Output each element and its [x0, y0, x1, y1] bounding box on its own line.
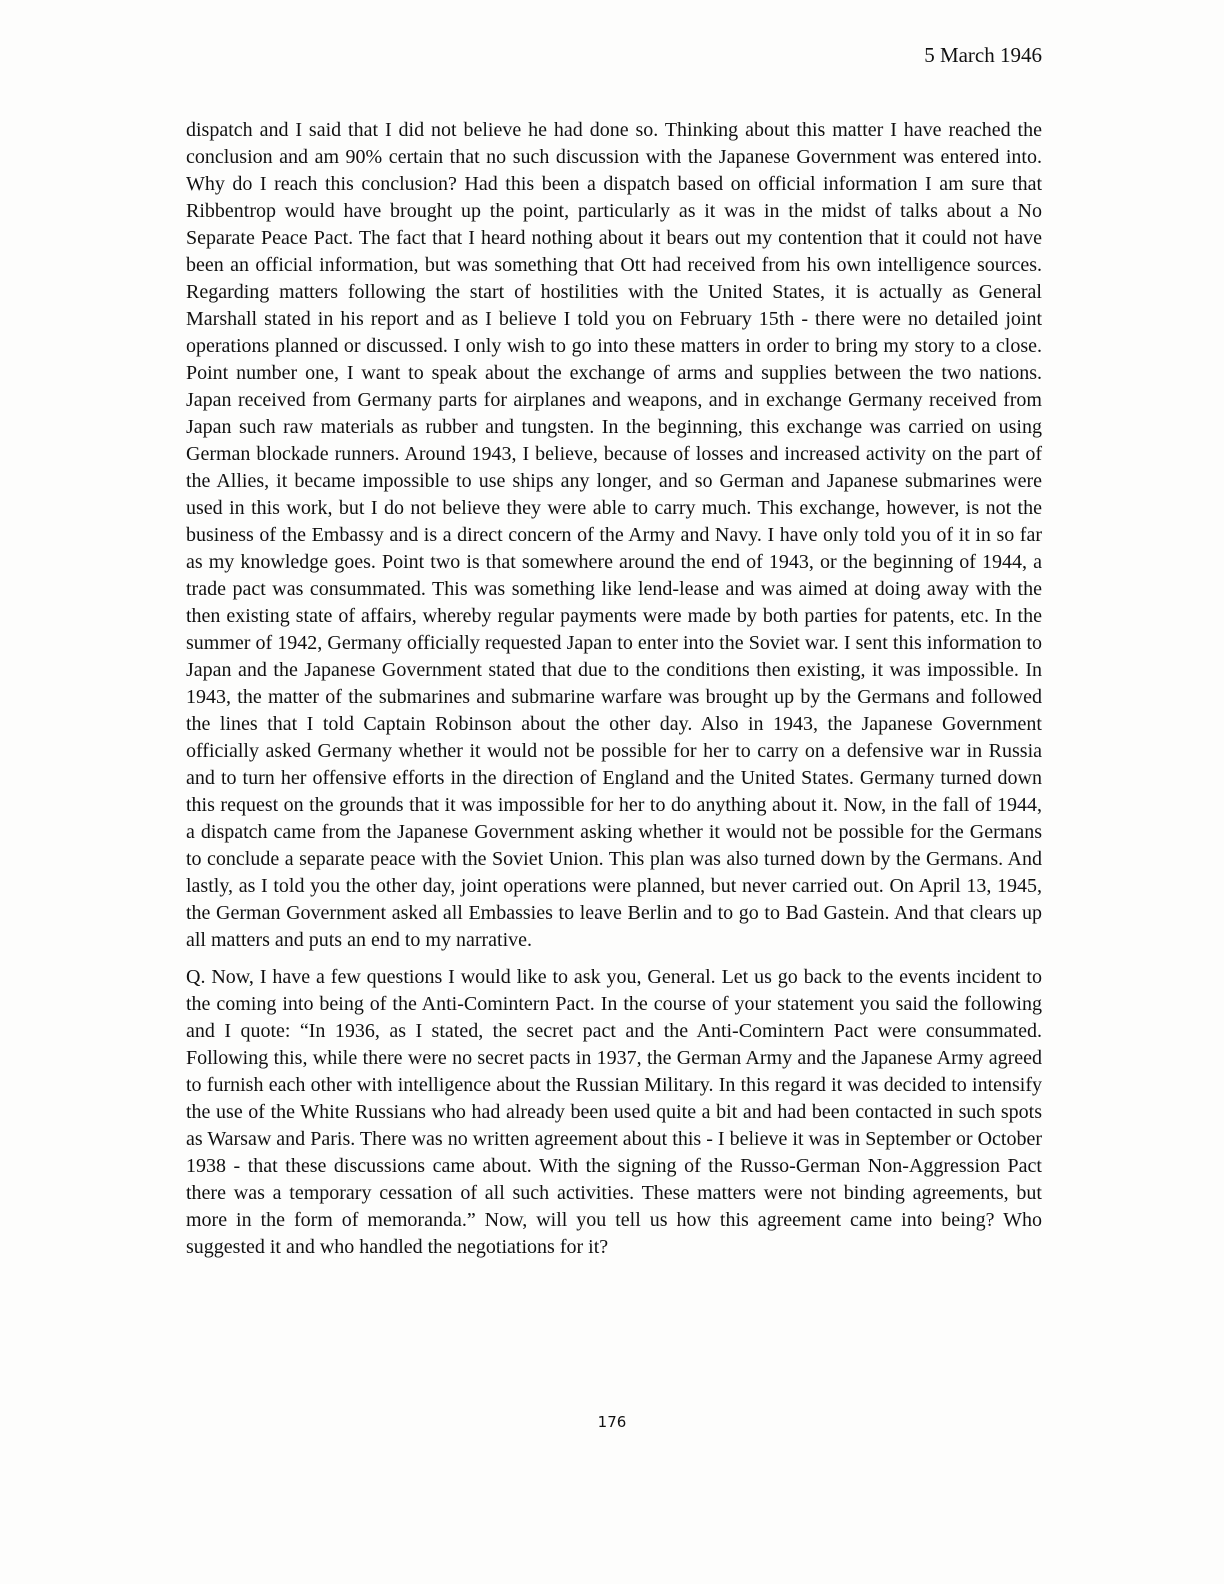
- page-date: 5 March 1946: [924, 43, 1042, 67]
- paragraph-narrative: dispatch and I said that I did not believe he had done so. Thinking about this matter I have reached the conclusion and am 90% certain that no such discussion with the Japanese Government was entered into. Why do I reach this conclusion? Had this been a dispatch based on official information I am sure that Ribbentrop would have brought up the point, particularly as it was in the midst of talks about a No Separate Peace Pact. The fact that I heard nothing about it bears out my contention that it could not have been an official information, but was something that Ott had received from his own intelligence sources. Regarding matters following the start of hostilities with the United States, it is actually as General Marshall stated in his report and as I believe I told you on February 15th - there were no detailed joint operations planned or discussed. I only wish to go into these matters in order to bring my story to a close. Point number one, I want to speak about the exchange of arms and supplies between the two nations. Japan received from Germany parts for airplanes and weapons, and in exchange Germany received from Japan such raw materials as rubber and tungsten. In the beginning, this exchange was carried on using German blockade runners. Around 1943, I believe, because of losses and increased activity on the part of the Allies, it became impossible to use ships any longer, and so German and Japanese submarines were used in this work, but I do not believe they were able to carry much. This exchange, however, is not the business of the Embassy and is a direct concern of the Army and Navy. I have only told you of it in so far as my knowledge goes. Point two is that somewhere around the end of 1943, or the beginning of 1944, a trade pact was consummated. This was something like lend-lease and was aimed at doing away with the then existing state of affairs, whereby regular payments were made by both parties for patents, etc. In the summer of 1942, Germany officially requested Japan to enter into the Soviet war. I sent this information to Japan and the Japanese Government stated that due to the conditions then existing, it was impossible. In 1943, the matter of the submarines and submarine warfare was brought up by the Germans and followed the lines that I told Captain Robinson about the other day. Also in 1943, the Japanese Government officially asked Germany whether it would not be possible for her to carry on a defensive war in Russia and to turn her offensive efforts in the direction of England and the United States. Germany turned down this request on the grounds that it was impossible for her to do anything about it. Now, in the fall of 1944, a dispatch came from the Japanese Government asking whether it would not be possible for the Germans to conclude a separate peace with the Soviet Union. This plan was also turned down by the Germans. And lastly, as I told you the other day, joint operations were planned, but never carried out. On April 13, 1945, the German Government asked all Embassies to leave Berlin and to go to Bad Gastein. And that clears up all matters and puts an end to my narrative.: [186, 119, 1042, 951]
- page-number: 176: [597, 1413, 627, 1431]
- document-body: [186, 117, 1042, 1271]
- paragraph-question: Q. Now, I have a few questions I would like to ask you, General. Let us go back to the events incident to the coming into being of the Anti-Comintern Pact. In the course of your statement you said the following and I quote: “In 1936, as I stated, the secret pact and the Anti-Comintern Pact were consummated. Following this, while there were no secret pacts in 1937, the German Army and the Japanese Army agreed to furnish each other with intelligence about the Russian Military. In this regard it was decided to intensify the use of the White Russians who had already been used quite a bit and had been contacted in such spots as Warsaw and Paris. There was no written agreement about this - I believe it was in September or October 1938 - that these discussions came about. With the signing of the Russo-German Non-Aggression Pact there was a temporary cessation of all such activities. These matters were not binding agreements, but more in the form of memoranda.” Now, will you tell us how this agreement came into being? Who suggested it and who handled the negotiations for it?: [186, 966, 1042, 1258]
